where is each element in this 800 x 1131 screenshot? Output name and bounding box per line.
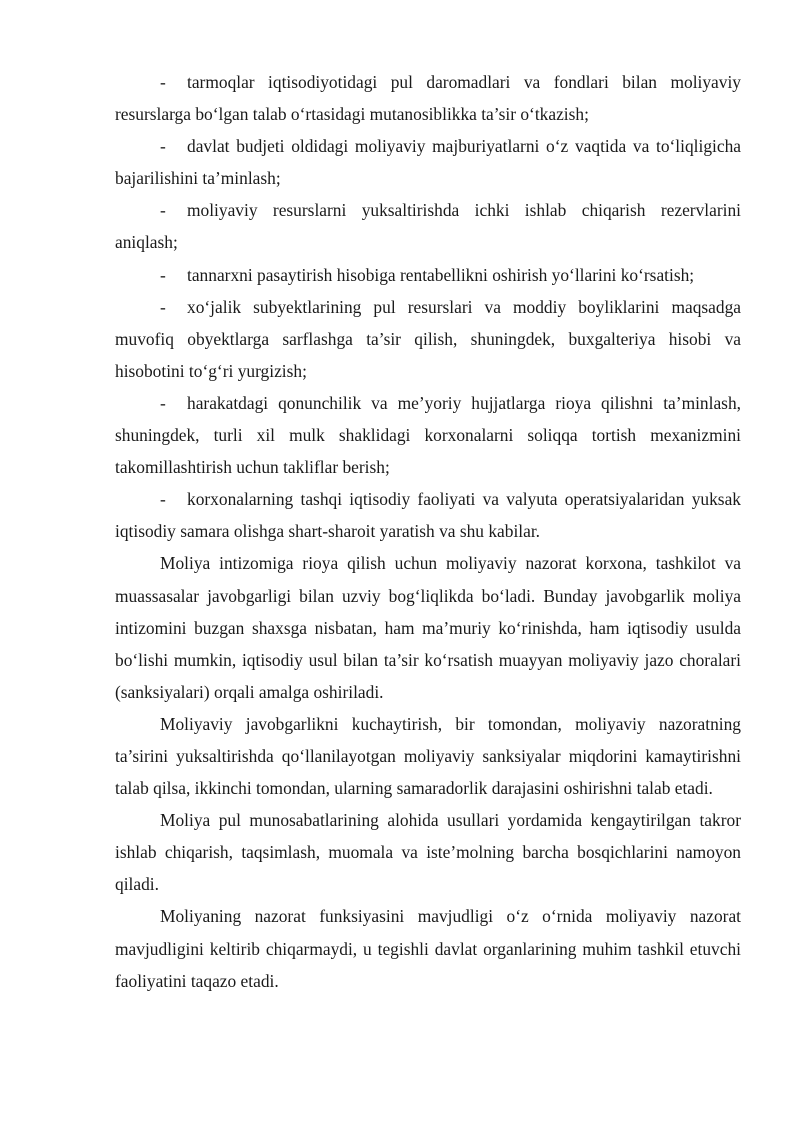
list-item bbox=[115, 483, 741, 547]
list-item bbox=[115, 259, 741, 291]
bullet-marker: - bbox=[160, 489, 166, 510]
body-paragraph: Moliyaviy javobgarlikni kuchaytirish, bir tomondan, moliyaviy nazoratning ta’sirini yuksaltirishda qo‘llanilayotgan moliyaviy sanksiyalar miqdorini kamaytirishni talab qilsa, ikkinchi tomondan, ularning samaradorlik darajasini oshirishni talab etadi. bbox=[115, 713, 741, 799]
list-item bbox=[115, 194, 741, 258]
body-paragraph: Moliyaning nazorat funksiyasini mavjudligi o‘z o‘rnida moliyaviy nazorat mavjudligini keltirib chiqarmaydi, u tegishli davlat organlarining muhim tashkil etuvchi faoliyatini taqazo etadi. bbox=[115, 906, 741, 991]
list-item-text: tannarxni pasaytirish hisobiga rentabellikni oshirish yo‘llarini ko‘rsatish; bbox=[187, 264, 695, 285]
list-item-text: harakatdagi qonunchilik va me’yoriy hujjatlarga rioya qilishni ta’minlash, shuningdek, turli xil mulk shaklidagi korxonalarni soliqqa tortish mexanizmini takomillashtirish uchun takliflar berish; bbox=[115, 392, 741, 478]
list-item bbox=[115, 130, 741, 194]
bullet-marker: - bbox=[160, 200, 166, 221]
body-paragraph: Moliya pul munosabatlarining alohida usullari yordamida kengaytirilgan takror ishlab chiqarish, taqsimlash, muomala va iste’molning barcha bosqichlarini namoyon qiladi. bbox=[115, 810, 741, 895]
list-item-text: xo‘jalik subyektlarining pul resurslari va moddiy boyliklarini maqsadga muvofiq obyektlarga sarflashga ta’sir qilish, shuningdek, buxgalteriya hisobi va hisobotini to‘g‘ri yurgizish; bbox=[115, 296, 741, 381]
list-item bbox=[115, 291, 741, 387]
list-item bbox=[115, 387, 741, 483]
list-item bbox=[115, 66, 741, 130]
list-item-text: tarmoqlar iqtisodiyotidagi pul daromadlari va fondlari bilan moliyaviy resurslarga bo‘lgan talab o‘rtasidagi mutanosiblikka ta’sir o‘tkazish; bbox=[115, 72, 741, 125]
bullet-marker: - bbox=[160, 136, 166, 157]
list-item-text: moliyaviy resurslarni yuksaltirishda ichki ishlab chiqarish rezervlarini aniqlash; bbox=[115, 200, 741, 253]
bullet-marker: - bbox=[160, 296, 166, 317]
list-item-text: davlat budjeti oldidagi moliyaviy majburiyatlarni o‘z vaqtida va to‘liqligicha bajarilishini ta’minlash; bbox=[115, 136, 741, 189]
bullet-marker: - bbox=[160, 392, 166, 413]
list-item-text: korxonalarning tashqi iqtisodiy faoliyati va valyuta operatsiyalaridan yuksak iqtisodiy samara olishga shart-sharoit yaratish va shu kabilar. bbox=[115, 489, 741, 542]
bullet-marker: - bbox=[160, 72, 166, 92]
bullet-marker: - bbox=[160, 264, 166, 285]
body-paragraph: Moliya intizomiga rioya qilish uchun moliyaviy nazorat korxona, tashkilot va muassasalar javobgarligi bilan uzviy bog‘liqlikda bo‘ladi. Bunday javobgarlik moliya intizomini buzgan shaxsga nisbatan, ham ma’muriy ko‘rinishda, ham iqtisodiy usulda bo‘lishi mumkin, iqtisodiy usul bilan ta’sir ko‘rsatish muayyan moliyaviy jazo choralari (sanksiyalari) orqali amalga oshiriladi. bbox=[115, 553, 741, 702]
document-page bbox=[115, 66, 741, 997]
